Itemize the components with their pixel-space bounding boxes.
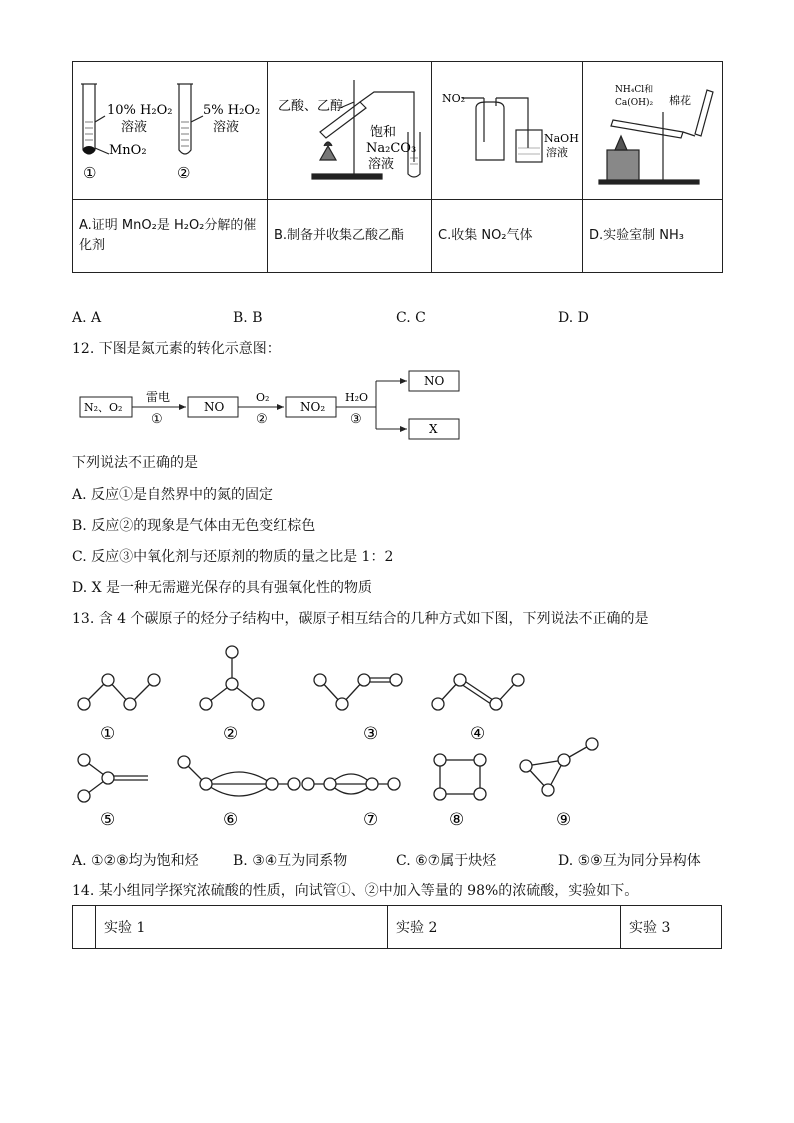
structure-label-1: ① bbox=[100, 724, 116, 744]
q13-option-c[interactable]: C. ⑥⑦属于炔烃 bbox=[396, 853, 497, 869]
tube1-label: 10% H₂O₂ bbox=[107, 103, 173, 118]
q14-header-exp1: 实验 1 bbox=[96, 906, 388, 949]
q14-header-blank bbox=[73, 906, 96, 949]
structure-label-2: ② bbox=[223, 724, 239, 744]
q13-option-a[interactable]: A. ①②⑧均为饱和烃 bbox=[72, 853, 199, 869]
tube1-label2: 溶液 bbox=[121, 120, 148, 135]
flow-box-no2: NO₂ bbox=[300, 400, 326, 414]
flow-arrow1-num: ① bbox=[151, 412, 163, 427]
naoh-label: NaOH bbox=[544, 132, 579, 145]
q12-option-c[interactable]: C. 反应③中氧化剂与还原剂的物质的量之比是 1：2 bbox=[72, 549, 394, 565]
flow-out-x: X bbox=[429, 422, 438, 436]
q11-option-b[interactable]: B. B bbox=[233, 310, 263, 326]
nitrogen-flow-diagram bbox=[72, 365, 472, 445]
q13-stem: 13. 含 4 个碳原子的烃分子结构中，碳原子相互结合的几种方式如下图，下列说法不正确的是 bbox=[72, 611, 649, 627]
flow-out-no: NO bbox=[424, 374, 445, 388]
gas-label: NO₂ bbox=[442, 92, 466, 105]
structure-label-3: ③ bbox=[363, 724, 379, 744]
structure-label-9: ⑨ bbox=[556, 810, 572, 830]
ester-apparatus-figure bbox=[268, 62, 431, 195]
reagent-label: 乙酸、乙醇 bbox=[278, 99, 344, 114]
cotton-label: 棉花 bbox=[669, 94, 691, 107]
solution-label2: Na₂CO₃ bbox=[366, 141, 417, 156]
structure-label-5: ⑤ bbox=[100, 810, 116, 830]
flow-arrow2-label: O₂ bbox=[256, 391, 270, 404]
cell-d-figure bbox=[583, 62, 723, 200]
q14-table bbox=[72, 905, 722, 949]
q13-option-b[interactable]: B. ③④互为同系物 bbox=[233, 853, 348, 869]
cell-a-caption: A.证明 MnO₂是 H₂O₂分解的催化剂 bbox=[73, 200, 268, 273]
q12-option-d[interactable]: D. X 是一种无需避光保存的具有强氧化性的物质 bbox=[72, 580, 373, 596]
cell-d-caption: D.实验室制 NH₃ bbox=[583, 200, 723, 273]
flow-arrow2-num: ② bbox=[256, 412, 268, 427]
structure-label-8: ⑧ bbox=[449, 810, 465, 830]
q14-stem: 14. 某小组同学探究浓硫酸的性质，向试管①、②中加入等量的 98%的浓硫酸，实验如下。 bbox=[72, 883, 639, 899]
cell-c-caption: C.收集 NO₂气体 bbox=[432, 200, 583, 273]
tube1-reagent: MnO₂ bbox=[109, 143, 147, 158]
q11-option-a[interactable]: A. A bbox=[72, 310, 102, 326]
cell-b-figure bbox=[268, 62, 432, 200]
q11-table bbox=[72, 61, 723, 273]
solution-label3: 溶液 bbox=[368, 157, 395, 172]
q11-option-d[interactable]: D. D bbox=[558, 310, 589, 326]
tube2-label2: 溶液 bbox=[213, 120, 240, 135]
cell-a-figure bbox=[73, 62, 268, 200]
flow-box-no: NO bbox=[204, 400, 225, 414]
tube2-number: ② bbox=[177, 164, 191, 182]
q14-header-exp2: 实验 2 bbox=[388, 906, 621, 949]
structure-label-7: ⑦ bbox=[363, 810, 379, 830]
flow-start: N₂、O₂ bbox=[84, 401, 123, 414]
flow-arrow1-label: 雷电 bbox=[146, 390, 171, 404]
q11-option-c[interactable]: C. C bbox=[396, 310, 426, 326]
flow-arrow3-num: ③ bbox=[350, 412, 362, 427]
reagents-label1: NH₄Cl和 bbox=[615, 85, 654, 95]
cell-c-figure bbox=[432, 62, 583, 200]
solution-label1: 饱和 bbox=[370, 125, 397, 140]
q14-header-exp3: 实验 3 bbox=[621, 906, 722, 949]
naoh-label2: 溶液 bbox=[546, 146, 568, 159]
tube2-label: 5% H₂O₂ bbox=[203, 103, 261, 118]
q12-option-a[interactable]: A. 反应①是自然界中的氮的固定 bbox=[72, 487, 274, 503]
tube1-number: ① bbox=[83, 164, 97, 182]
structure-label-6: ⑥ bbox=[223, 810, 239, 830]
q12-stem: 12. 下图是氮元素的转化示意图： bbox=[72, 341, 281, 357]
q12-prompt: 下列说法不正确的是 bbox=[72, 455, 198, 471]
structure-label-4: ④ bbox=[470, 724, 486, 744]
catalyst-tubes-figure bbox=[73, 62, 267, 195]
ammonia-apparatus-figure bbox=[583, 62, 722, 195]
carbon-skeleton-figure bbox=[72, 636, 632, 836]
cell-b-caption: B.制备并收集乙酸乙酯 bbox=[268, 200, 432, 273]
flow-arrow3-label: H₂O bbox=[345, 391, 369, 404]
q12-option-b[interactable]: B. 反应②的现象是气体由无色变红棕色 bbox=[72, 518, 316, 534]
gas-collection-figure bbox=[432, 62, 582, 195]
reagents-label2: Ca(OH)₂ bbox=[615, 98, 654, 108]
q13-option-d[interactable]: D. ⑤⑨互为同分异构体 bbox=[558, 853, 701, 869]
